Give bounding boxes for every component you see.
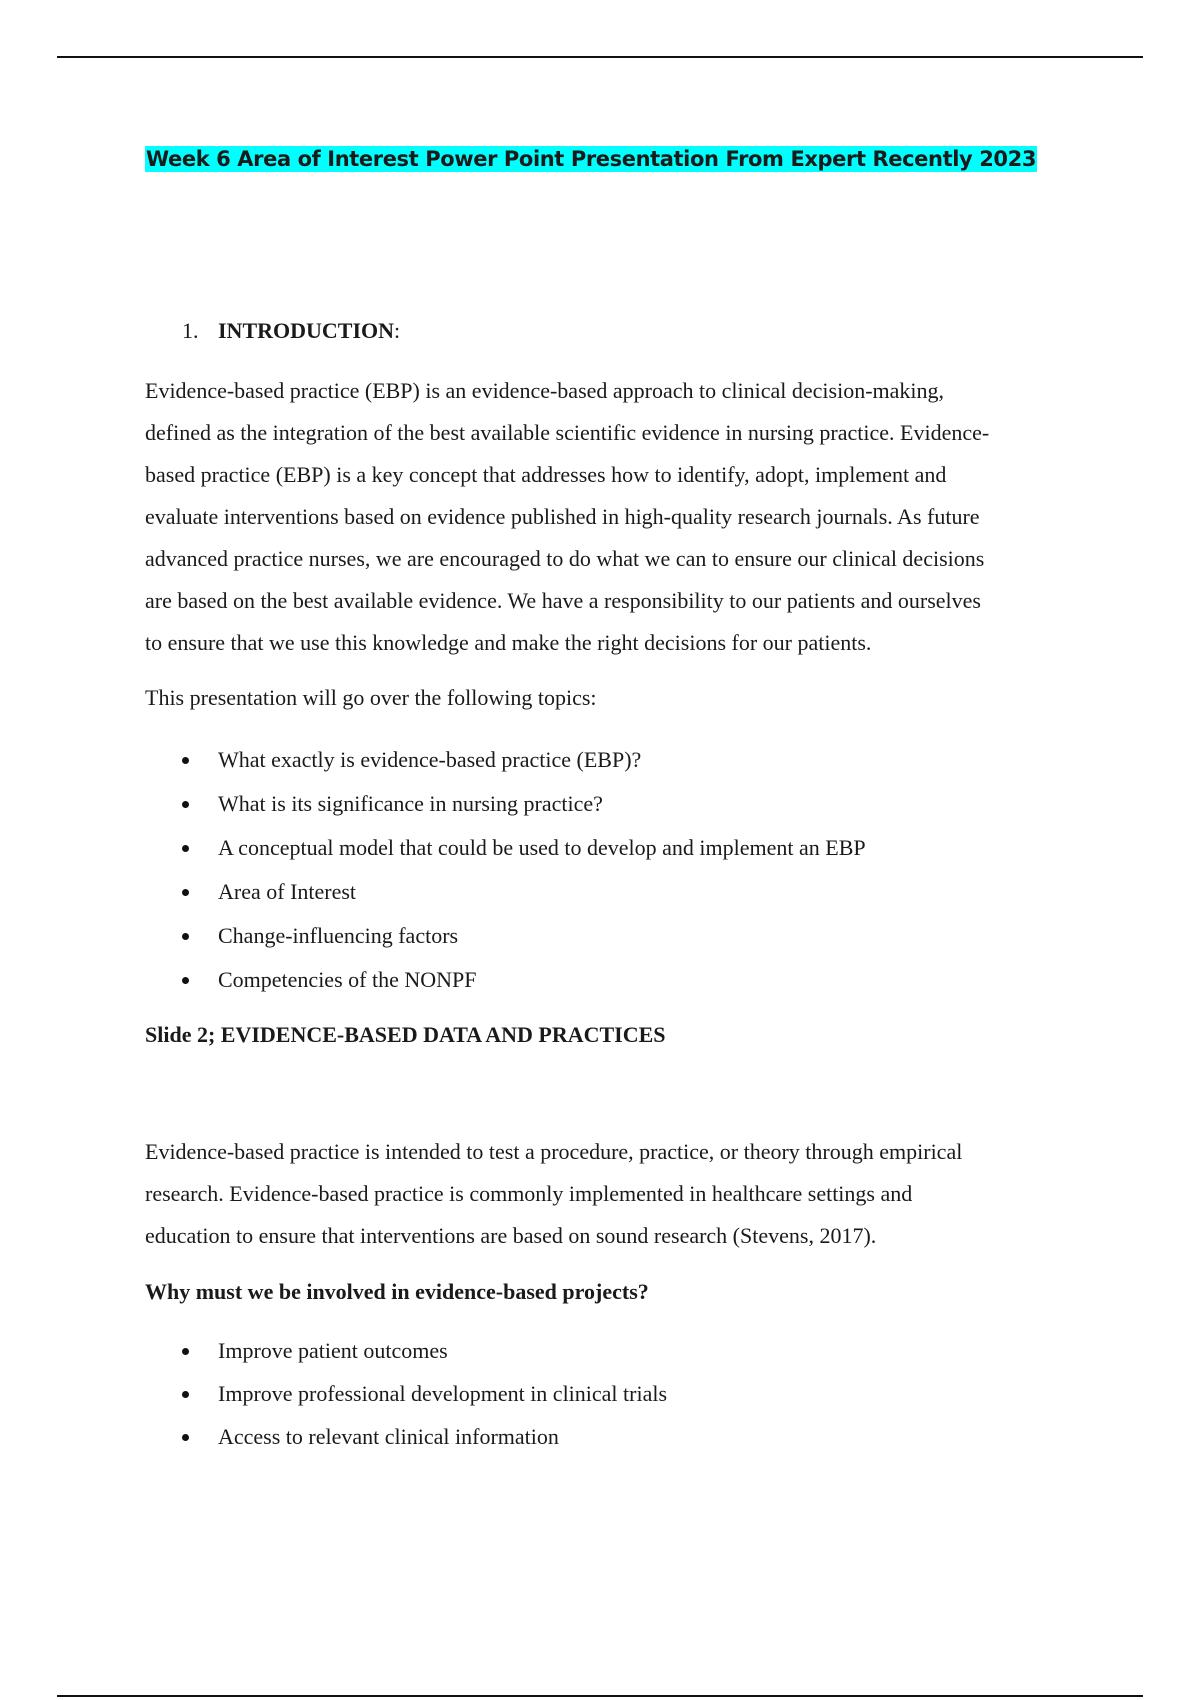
intro-paragraph-line: advanced practice nurses, we are encouraged to do what we can to ensure our clinical decisions — [145, 546, 985, 571]
bullet-icon — [182, 845, 189, 852]
document-title — [145, 145, 1037, 173]
list-item-text: Competencies of the NONPF — [218, 967, 477, 992]
list-item-text: A conceptual model that could be used to develop and implement an EBP — [218, 835, 866, 860]
slide2-paragraph — [145, 1131, 1085, 1257]
top-rule — [57, 56, 1143, 58]
list-item-text: Improve professional development in clinical trials — [218, 1381, 668, 1406]
list-item-text: What exactly is evidence-based practice (EBP)? — [218, 747, 642, 772]
highlighted-title-text: Week 6 Area of Interest Power Point Presentation From Expert Recently 2023 — [146, 147, 1037, 171]
bullet-icon — [182, 1434, 189, 1441]
intro-heading-label: INTRODUCTION — [218, 318, 395, 343]
list-item-text: Access to relevant clinical information — [218, 1424, 559, 1449]
slide2-heading: Slide 2; EVIDENCE-BASED DATA AND PRACTICES — [145, 1022, 666, 1047]
topics-intro — [145, 677, 1085, 719]
bullet-icon — [182, 1391, 189, 1398]
bullet-icon — [182, 1348, 189, 1355]
bullet-icon — [182, 801, 189, 808]
bullet-icon — [182, 757, 189, 764]
intro-paragraph-line: evaluate interventions based on evidence published in high-quality research journals. As future — [145, 504, 980, 529]
intro-paragraph-line: are based on the best available evidence. We have a responsibility to our patients and ourselves — [145, 588, 981, 613]
topics-intro-text: This presentation will go over the following topics: — [145, 685, 597, 710]
intro-heading-text — [218, 318, 400, 344]
intro-paragraph-line: to ensure that we use this knowledge and make the right decisions for our patients. — [145, 630, 872, 655]
intro-paragraph-line: based practice (EBP) is a key concept that addresses how to identify, adopt, implement and — [145, 462, 947, 487]
bullet-icon — [182, 933, 189, 940]
list-item-text: Area of Interest — [218, 879, 357, 904]
slide2-paragraph-line: Evidence-based practice is intended to test a procedure, practice, or theory through empirical — [145, 1139, 963, 1164]
intro-paragraph-line: Evidence-based practice (EBP) is an evidence-based approach to clinical decision-making, — [145, 378, 945, 403]
slide2-paragraph-line: research. Evidence-based practice is commonly implemented in healthcare settings and — [145, 1181, 913, 1206]
list-item-text: Improve patient outcomes — [218, 1338, 448, 1363]
list-item-text: Change-influencing factors — [218, 923, 459, 948]
bottom-rule — [57, 1695, 1143, 1697]
bullet-icon — [182, 977, 189, 984]
intro-paragraph-line: defined as the integration of the best available scientific evidence in nursing practice. Evidence- — [145, 420, 990, 445]
slide2-paragraph-line: education to ensure that interventions are based on sound research (Stevens, 2017). — [145, 1223, 877, 1248]
bullet-icon — [182, 889, 189, 896]
list-item-text: What is its significance in nursing practice? — [218, 791, 603, 816]
intro-heading-number: 1. — [182, 318, 199, 343]
intro-paragraph — [145, 370, 1085, 664]
why-heading: Why must we be involved in evidence-based projects? — [145, 1279, 649, 1304]
intro-heading-colon: : — [394, 318, 401, 343]
